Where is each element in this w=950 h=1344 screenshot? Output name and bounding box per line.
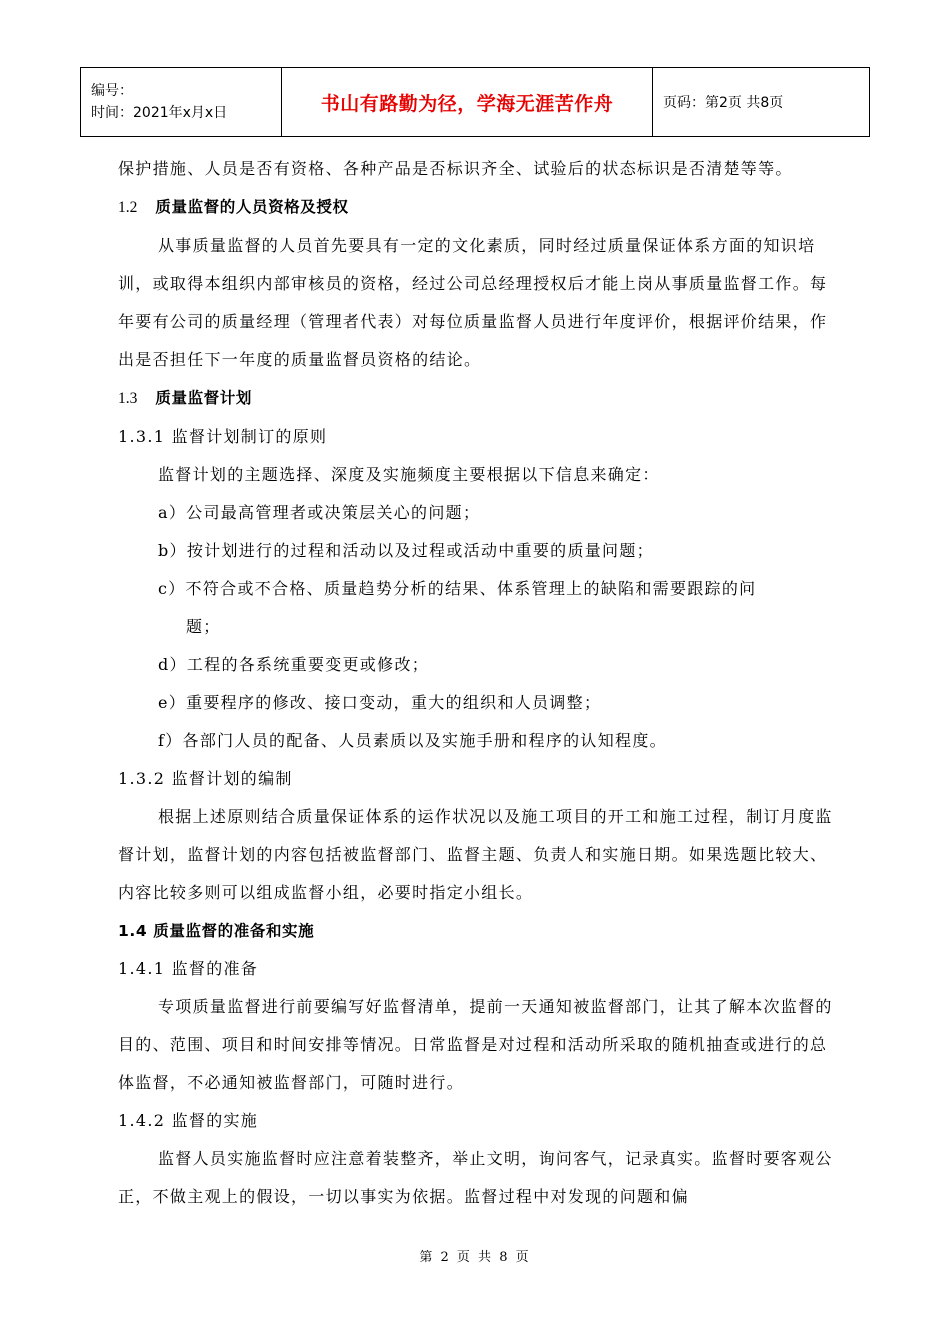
section-1-2-number: 1.2 <box>118 199 138 216</box>
section-1-2-heading <box>118 188 836 227</box>
header-slogan: 书山有路勤为径，学海无涯苦作舟 <box>282 68 653 137</box>
list-item: a）公司最高管理者或决策层关心的问题； <box>158 503 481 522</box>
document-date: 时间：2021年x月x日 <box>91 105 228 121</box>
section-1-3-1-heading: 1.3.1 监督计划制订的原则 <box>118 427 328 446</box>
section-1-3-2-heading: 1.3.2 监督计划的编制 <box>118 769 293 788</box>
list-item-continuation: 题； <box>186 617 221 636</box>
section-1-3-heading <box>118 379 836 418</box>
section-1-2-title: 质量监督的人员资格及授权 <box>155 198 349 216</box>
section-1-3-1-paragraph: 监督计划的主题选择、深度及实施频度主要根据以下信息来确定： <box>158 465 660 484</box>
intro-paragraph: 保护措施、人员是否有资格、各种产品是否标识齐全、试验后的状态标识是否清楚等等。 <box>118 159 793 178</box>
document-body <box>118 150 836 1216</box>
page-footer: 第 2 页 共 8 页 <box>419 1250 531 1265</box>
list-item: c）不符合或不合格、质量趋势分析的结果、体系管理上的缺陷和需要跟踪的问 <box>158 579 757 598</box>
header-table <box>80 67 870 137</box>
list-item: f）各部门人员的配备、人员素质以及实施手册和程序的认知程度。 <box>158 731 667 750</box>
section-1-4-1-heading: 1.4.1 监督的准备 <box>118 959 259 978</box>
section-1-4-1-paragraph: 专项质量监督进行前要编写好监督清单，提前一天通知被监督部门，让其了解本次监督的目的、范围、项目和时间安排等情况。日常监督是对过程和活动所采取的随机抽查或进行的总体监督，不必通知被监督部门，可随时进行。 <box>118 997 833 1092</box>
section-1-4-2-heading: 1.4.2 监督的实施 <box>118 1111 259 1130</box>
section-1-4-2-paragraph: 监督人员实施监督时应注意着装整齐，举止文明，询问客气，记录真实。监督时要客观公正，不做主观上的假设，一切以事实为依据。监督过程中对发现的问题和偏 <box>118 1149 833 1206</box>
header-left-cell <box>81 68 282 137</box>
list-item: e）重要程序的修改、接口变动，重大的组织和人员调整； <box>158 693 602 712</box>
list-item: b）按计划进行的过程和活动以及过程或活动中重要的质量问题； <box>158 541 654 560</box>
document-number-label: 编号： <box>91 83 133 99</box>
section-1-3-2-paragraph: 根据上述原则结合质量保证体系的运作状况以及施工项目的开工和施工过程，制订月度监督计划，监督计划的内容包括被监督部门、监督主题、负责人和实施日期。如果选题比较大、内容比较多则可以组成监督小组，必要时指定小组长。 <box>118 807 833 902</box>
section-1-4-heading: 1.4 质量监督的准备和实施 <box>118 922 315 940</box>
list-item-continuation-wrap <box>118 608 836 646</box>
header-page-code: 页码：第2页 共8页 <box>653 68 870 137</box>
list-item: d）工程的各系统重要变更或修改； <box>158 655 430 674</box>
section-1-3-number: 1.3 <box>118 390 138 407</box>
section-1-3-title: 质量监督计划 <box>155 389 252 407</box>
section-1-2-paragraph: 从事质量监督的人员首先要具有一定的文化素质，同时经过质量保证体系方面的知识培训，或取得本组织内部审核员的资格，经过公司总经理授权后才能上岗从事质量监督工作。每年要有公司的质量经理（管理者代表）对每位质量监督人员进行年度评价，根据评价结果，作出是否担任下一年度的质量监督员资格的结论。 <box>118 236 828 369</box>
